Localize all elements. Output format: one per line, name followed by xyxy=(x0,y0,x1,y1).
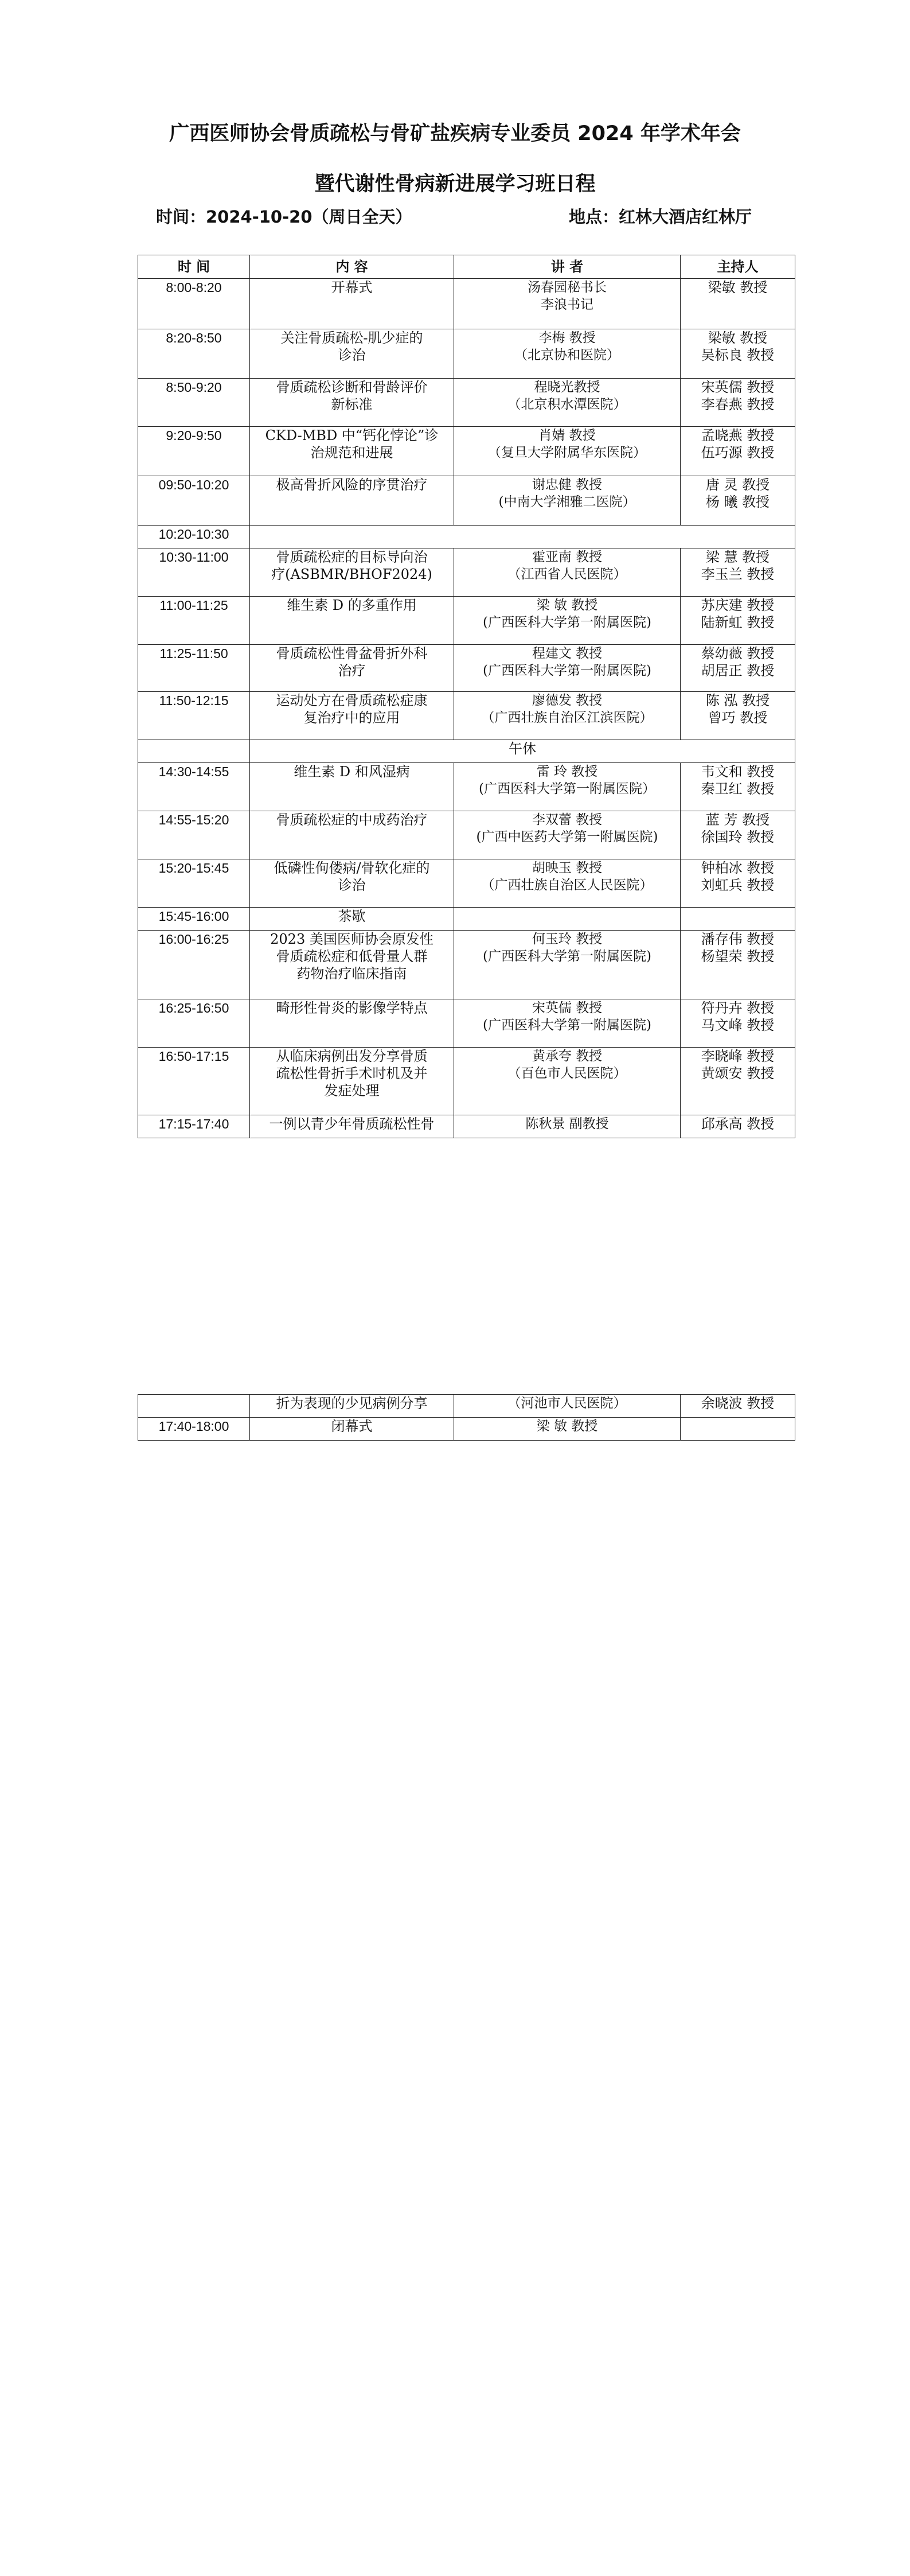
time-cell: 17:15-17:40 xyxy=(138,1115,250,1138)
content-cell-line: 开幕式 xyxy=(331,279,373,295)
host-cell xyxy=(681,859,795,908)
speaker-cell-line: 何玉玲 教授 xyxy=(532,932,603,947)
content-cell-line: 疏松性骨折手术时机及并 xyxy=(276,1065,428,1081)
host-cell xyxy=(681,597,795,645)
host-cell xyxy=(681,908,795,931)
content-cell xyxy=(250,811,454,859)
content-cell-line: 骨质疏松症的中成药治疗 xyxy=(276,812,428,828)
time-cell: 8:50-9:20 xyxy=(138,379,250,427)
table-row xyxy=(138,548,795,597)
host-cell-line: 黄颂安 教授 xyxy=(701,1065,775,1081)
content-cell-line: 低磷性佝偻病/骨软化症的 xyxy=(274,860,430,876)
content-cell xyxy=(250,908,454,931)
speaker-cell-line: 廖德发 教授 xyxy=(532,693,603,708)
host-cell xyxy=(681,329,795,379)
content-cell xyxy=(250,931,454,999)
host-cell xyxy=(681,1418,795,1441)
table-row xyxy=(138,692,795,740)
content-cell xyxy=(250,476,454,526)
host-cell-line: 李玉兰 教授 xyxy=(701,566,775,582)
speaker-cell xyxy=(454,476,681,526)
header-speaker: 讲 者 xyxy=(454,255,681,279)
speaker-cell-line: （河池市人民医院） xyxy=(507,1396,627,1411)
host-cell-line: 钟柏冰 教授 xyxy=(701,860,775,876)
host-cell xyxy=(681,1048,795,1115)
time-cell: 11:25-11:50 xyxy=(138,645,250,692)
speaker-cell-line: （百色市人民医院） xyxy=(507,1066,627,1081)
content-cell-line: 骨质疏松诊断和骨龄评价 xyxy=(276,379,428,395)
host-cell-line: 李春燕 教授 xyxy=(701,396,775,413)
content-cell-line: 维生素 D 和风湿病 xyxy=(294,764,410,780)
content-cell-line: 从临床病例出发分享骨质 xyxy=(276,1048,428,1064)
speaker-cell-line: (广西医科大学第一附属医院) xyxy=(483,949,651,964)
time-cell: 8:20-8:50 xyxy=(138,329,250,379)
speaker-cell-line: 梁 敏 教授 xyxy=(536,1419,598,1434)
speaker-cell-line: (广西医科大学第一附属医院） xyxy=(479,781,655,796)
speaker-cell xyxy=(454,999,681,1048)
speaker-cell-line: 谢忠健 教授 xyxy=(532,477,603,492)
host-cell xyxy=(681,476,795,526)
time-cell: 17:40-18:00 xyxy=(138,1418,250,1441)
host-cell xyxy=(681,931,795,999)
host-cell-line: 蓝 芳 教授 xyxy=(705,812,770,828)
table-row xyxy=(138,279,795,329)
host-cell-line: 符丹卉 教授 xyxy=(701,1000,775,1016)
content-cell-line: 骨质疏松性骨盆骨折外科 xyxy=(276,645,428,661)
speaker-cell-line: 宋英儒 教授 xyxy=(532,1001,603,1015)
host-cell-line: 余晓波 教授 xyxy=(701,1395,775,1411)
content-cell-line: 骨质疏松症和低骨量人群 xyxy=(276,948,428,964)
content-cell-line: 治疗 xyxy=(338,663,366,679)
time-cell: 8:00-8:20 xyxy=(138,279,250,329)
table-row xyxy=(138,329,795,379)
speaker-cell-line: 李浪书记 xyxy=(541,297,593,312)
header-host: 主持人 xyxy=(681,255,795,279)
table-row xyxy=(138,859,795,908)
content-cell-line: 一例以青少年骨质疏松性骨 xyxy=(269,1116,435,1132)
table-row xyxy=(138,1048,795,1115)
speaker-cell-line: 雷 玲 教授 xyxy=(536,764,598,779)
time-cell xyxy=(138,1395,250,1418)
table-row xyxy=(138,999,795,1048)
content-cell-line: CKD-MBD 中“钙化悖论”诊 xyxy=(265,427,439,443)
content-cell-line: 诊治 xyxy=(338,877,366,893)
host-cell-line: 吴标良 教授 xyxy=(701,347,775,363)
speaker-cell-line: 肖婧 教授 xyxy=(538,428,596,443)
speaker-cell xyxy=(454,379,681,427)
speaker-cell-line: （江西省人民医院） xyxy=(507,567,627,582)
speaker-cell xyxy=(454,859,681,908)
host-cell-line: 梁 慧 教授 xyxy=(705,549,770,565)
host-cell xyxy=(681,645,795,692)
table-row xyxy=(138,740,795,763)
speaker-cell-line: 胡映玉 教授 xyxy=(532,861,603,875)
host-cell xyxy=(681,1115,795,1138)
speaker-cell xyxy=(454,597,681,645)
host-cell xyxy=(681,692,795,740)
speaker-cell xyxy=(454,1115,681,1138)
time-cell: 10:30-11:00 xyxy=(138,548,250,597)
table-row xyxy=(138,811,795,859)
content-cell-line: 复治疗中的应用 xyxy=(303,710,400,726)
host-cell xyxy=(681,1395,795,1418)
speaker-cell-line: (广西医科大学第一附属医院) xyxy=(483,615,651,630)
speaker-cell-line: 程晓光教授 xyxy=(534,380,600,395)
page-title: 广西医师协会骨质疏松与骨矿盐疾病专业委员 2024 年学术年会 xyxy=(169,122,741,145)
table-row xyxy=(138,645,795,692)
time-cell: 10:20-10:30 xyxy=(138,526,250,548)
speaker-cell xyxy=(454,763,681,811)
table-row xyxy=(138,379,795,427)
time-cell: 16:00-16:25 xyxy=(138,931,250,999)
content-cell xyxy=(250,1115,454,1138)
speaker-cell-line: （北京协和医院） xyxy=(514,348,620,363)
table-row xyxy=(138,931,795,999)
host-cell-line: 伍巧源 教授 xyxy=(701,445,775,461)
speaker-cell-line: 李双蕾 教授 xyxy=(532,812,603,827)
speaker-cell-line: 陈秋景 副教授 xyxy=(525,1116,609,1131)
speaker-cell-line: 程建文 教授 xyxy=(532,646,603,661)
time-cell: 11:00-11:25 xyxy=(138,597,250,645)
page-subtitle: 暨代谢性骨病新进展学习班日程 xyxy=(314,173,596,196)
host-cell-line: 宋英儒 教授 xyxy=(701,379,775,395)
table-row xyxy=(138,427,795,476)
content-cell-line: 诊治 xyxy=(338,347,366,363)
speaker-cell-line: (广西中医药大学第一附属医院) xyxy=(476,830,658,845)
speaker-cell xyxy=(454,692,681,740)
speaker-cell xyxy=(454,329,681,379)
host-cell-line: 马文峰 教授 xyxy=(701,1017,775,1033)
table-row xyxy=(138,1418,795,1441)
content-cell xyxy=(250,329,454,379)
content-cell-line: 发症处理 xyxy=(324,1083,380,1099)
speaker-cell xyxy=(454,908,681,931)
content-cell-line: 治规范和进展 xyxy=(310,445,393,461)
header-time: 时 间 xyxy=(138,255,250,279)
host-cell-line: 胡居正 教授 xyxy=(701,663,775,679)
speaker-cell-line: (广西医科大学第一附属医院) xyxy=(483,663,651,678)
time-cell: 9:20-9:50 xyxy=(138,427,250,476)
speaker-cell xyxy=(454,811,681,859)
content-cell-line: 疗(ASBMR/BHOF2024) xyxy=(271,566,432,582)
content-cell xyxy=(250,999,454,1048)
content-cell xyxy=(250,692,454,740)
host-cell xyxy=(681,427,795,476)
host-cell-line: 杨望荣 教授 xyxy=(701,948,775,964)
host-cell-line: 李晓峰 教授 xyxy=(701,1048,775,1064)
speaker-cell xyxy=(454,1048,681,1115)
host-cell-line: 邱承高 教授 xyxy=(701,1116,775,1132)
table-row xyxy=(138,1115,795,1138)
time-cell: 16:25-16:50 xyxy=(138,999,250,1048)
break-cell xyxy=(250,526,795,548)
host-cell-line: 陆新虹 教授 xyxy=(701,614,775,631)
speaker-cell-line: 梁 敏 教授 xyxy=(536,598,598,613)
content-cell xyxy=(250,859,454,908)
host-cell xyxy=(681,763,795,811)
host-cell xyxy=(681,548,795,597)
speaker-cell-line: （北京积水潭医院） xyxy=(507,397,627,412)
speaker-cell xyxy=(454,1395,681,1418)
time-cell: 09:50-10:20 xyxy=(138,476,250,526)
content-cell xyxy=(250,1395,454,1418)
break-cell: 午休 xyxy=(250,740,795,763)
schedule-table xyxy=(138,255,795,1138)
content-cell-line: 2023 美国医师协会原发性 xyxy=(270,931,433,947)
speaker-cell xyxy=(454,427,681,476)
content-cell-line: 折为表现的少见病例分享 xyxy=(276,1395,428,1411)
speaker-cell-line: （广西壮族自治区江滨医院） xyxy=(481,710,653,725)
speaker-cell-line: （广西壮族自治区人民医院） xyxy=(481,878,653,893)
time-cell: 14:55-15:20 xyxy=(138,811,250,859)
content-cell-line: 畸形性骨炎的影像学特点 xyxy=(276,1000,428,1016)
speaker-cell-line: 霍亚南 教授 xyxy=(532,550,603,565)
time-cell: 15:45-16:00 xyxy=(138,908,250,931)
content-cell xyxy=(250,1418,454,1441)
host-cell-line: 曾巧 教授 xyxy=(708,710,768,726)
host-cell-line: 梁敏 教授 xyxy=(708,330,768,346)
time-cell: 11:50-12:15 xyxy=(138,692,250,740)
event-location: 地点：红林大酒店红林厅 xyxy=(569,207,752,227)
content-cell xyxy=(250,379,454,427)
content-cell xyxy=(250,279,454,329)
host-cell-line: 杨 曦 教授 xyxy=(705,494,770,510)
host-cell xyxy=(681,379,795,427)
speaker-cell xyxy=(454,931,681,999)
host-cell-line: 刘虹兵 教授 xyxy=(701,877,775,893)
table-row xyxy=(138,526,795,548)
host-cell-line: 蔡幼薇 教授 xyxy=(701,645,775,661)
table-header-row xyxy=(138,255,795,279)
content-cell-line: 闭幕式 xyxy=(331,1418,373,1434)
host-cell xyxy=(681,279,795,329)
speaker-cell-line: （复旦大学附属华东医院） xyxy=(488,445,646,460)
content-cell xyxy=(250,548,454,597)
host-cell-line: 徐国玲 教授 xyxy=(701,829,775,845)
table-row xyxy=(138,597,795,645)
host-cell-line: 潘存伟 教授 xyxy=(701,931,775,947)
speaker-cell xyxy=(454,548,681,597)
table-row xyxy=(138,763,795,811)
host-cell-line: 秦卫红 教授 xyxy=(701,781,775,797)
host-cell-line: 孟晓燕 教授 xyxy=(701,427,775,443)
content-cell xyxy=(250,763,454,811)
host-cell xyxy=(681,811,795,859)
content-cell-line: 茶歇 xyxy=(338,908,366,924)
header-content: 内 容 xyxy=(250,255,454,279)
host-cell-line: 梁敏 教授 xyxy=(708,279,768,295)
content-cell xyxy=(250,597,454,645)
content-cell-line: 药物治疗临床指南 xyxy=(296,966,407,982)
content-cell xyxy=(250,645,454,692)
speaker-cell-line: 李梅 教授 xyxy=(538,330,596,345)
host-cell-line: 陈 泓 教授 xyxy=(705,692,770,709)
event-time: 时间：2024-10-20（周日全天） xyxy=(156,207,412,227)
time-cell: 16:50-17:15 xyxy=(138,1048,250,1115)
content-cell xyxy=(250,1048,454,1115)
speaker-cell-line: (广西医科大学第一附属医院) xyxy=(483,1018,651,1033)
content-cell-line: 新标准 xyxy=(331,396,373,413)
content-cell-line: 骨质疏松症的目标导向治 xyxy=(276,549,428,565)
speaker-cell-line: (中南大学湘雅二医院） xyxy=(498,495,636,509)
content-cell-line: 极高骨折风险的序贯治疗 xyxy=(276,477,428,493)
time-cell: 15:20-15:45 xyxy=(138,859,250,908)
time-cell: 14:30-14:55 xyxy=(138,763,250,811)
table-row xyxy=(138,908,795,931)
schedule-table-continued xyxy=(138,1394,795,1441)
host-cell-line: 苏庆建 教授 xyxy=(701,597,775,613)
content-cell xyxy=(250,427,454,476)
host-cell-line: 唐 灵 教授 xyxy=(705,477,770,493)
time-cell xyxy=(138,740,250,763)
speaker-cell-line: 黄承夸 教授 xyxy=(532,1049,603,1064)
speaker-cell xyxy=(454,645,681,692)
host-cell xyxy=(681,999,795,1048)
host-cell-line: 韦文和 教授 xyxy=(701,764,775,780)
speaker-cell-line: 汤春园秘书长 xyxy=(528,280,607,295)
table-row xyxy=(138,476,795,526)
speaker-cell xyxy=(454,279,681,329)
speaker-cell xyxy=(454,1418,681,1441)
content-cell-line: 关注骨质疏松-肌少症的 xyxy=(280,330,423,346)
table-row xyxy=(138,1395,795,1418)
content-cell-line: 运动处方在骨质疏松症康 xyxy=(276,692,428,709)
content-cell-line: 维生素 D 的多重作用 xyxy=(287,597,417,613)
